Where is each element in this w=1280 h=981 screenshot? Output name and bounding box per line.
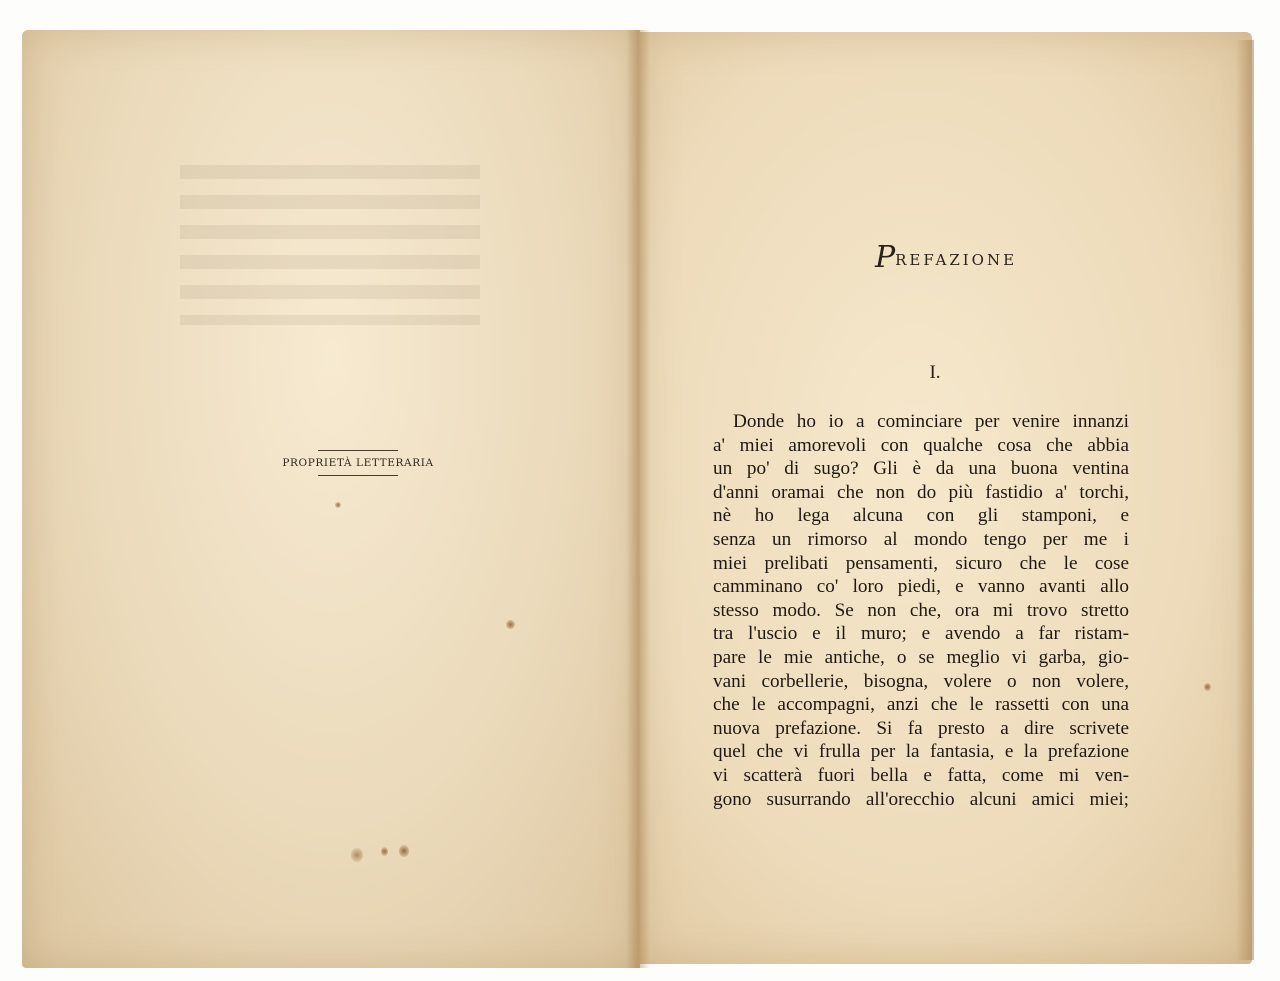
text-line: pare le mie antiche, o se meglio vi garba, gio- — [713, 646, 1129, 668]
text-line: d'anni oramai che non do più fastidio a' torchi, — [713, 481, 1129, 503]
title-rest: REFAZIONE — [895, 251, 1018, 269]
text-line: un po' di sugo? Gli è da una buona ventina — [713, 458, 1129, 480]
page-edge-shadow — [1236, 40, 1254, 960]
foxing-spot — [506, 620, 515, 629]
text-line: camminano co' loro piedi, e vanno avanti allo — [713, 576, 1129, 598]
text-line: senza un rimorso al mondo tengo per me i — [713, 528, 1129, 550]
text-line: vani corbellerie, bisogna, volere o non volere, — [713, 670, 1129, 692]
text-line: Donde ho io a cominciare per venire innanzi — [733, 411, 1129, 432]
text-line: nè ho lega alcuna con gli stamponi, e — [713, 505, 1129, 527]
bleed-through-text — [180, 165, 480, 325]
notice-top-rule — [318, 450, 398, 451]
copyright-notice — [276, 450, 440, 476]
foxing-spot — [399, 845, 409, 857]
text-line: vi scatterà fuori bella e fatta, come mi ven- — [713, 764, 1129, 786]
page-title — [640, 240, 1252, 275]
copyright-notice-label: PROPRIETÀ LETTERARIA — [282, 457, 434, 469]
text-line: nuova prefazione. Si fa presto a dire scrivete — [713, 717, 1129, 739]
foxing-spot — [351, 848, 363, 862]
text-line: tra l'uscio e il muro; e avendo a far ristam- — [713, 623, 1129, 645]
notice-bottom-rule — [318, 475, 398, 476]
foxing-spot — [1204, 683, 1211, 691]
book-gutter — [626, 30, 650, 968]
text-line: stesso modo. Se non che, ora mi trovo stretto — [713, 599, 1129, 621]
text-line: quel che vi frulla per la fantasia, e la prefazione — [713, 741, 1129, 763]
text-line: gono susurrando all'orecchio alcuni amici miei; — [713, 788, 1129, 810]
section-number: I. — [929, 362, 941, 383]
foxing-spot — [335, 502, 341, 508]
text-line: a' miei amorevoli con qualche cosa che abbia — [713, 434, 1129, 456]
preface-text — [713, 410, 1129, 811]
title-initial: P — [874, 240, 896, 275]
foxing-spot — [381, 847, 388, 856]
text-line: che le accompagni, anzi che le rassetti con una — [713, 694, 1129, 716]
text-line: miei prelibati pensamenti, sicuro che le cose — [713, 552, 1129, 574]
